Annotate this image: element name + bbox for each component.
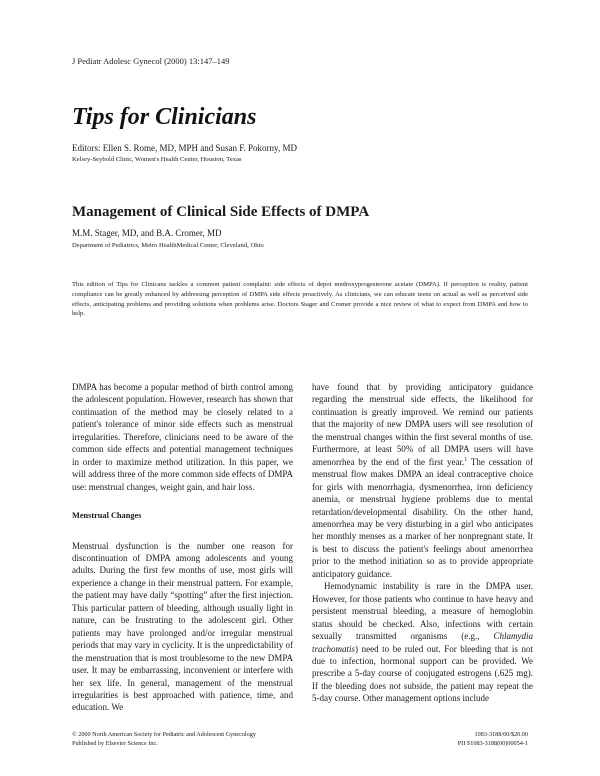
- series-editors: Editors: Ellen S. Rome, MD, MPH and Susan F. Pokorny, MD: [72, 143, 297, 153]
- body-column-left: [72, 381, 293, 714]
- series-title: Tips for Clinicians: [72, 104, 257, 130]
- article-authors: M.M. Stager, MD, and B.A. Cromer, MD: [72, 228, 222, 238]
- body-column-right: [312, 381, 533, 705]
- guidance-text-b: The cessation of menstrual flow makes DMPA an ideal contraceptive choice for girls with menorrhagia, dysmenorrhea, iron deficiency anemia, or menstrual hygiene problems due to mental retardation/developmental disability. On the other hand, amenorrhea may be very disturbing in a girl who anticipates her monthly menses as a marker of her nonpregnant state. It is best to discuss the patient's feelings about amenorrhea prior to the method initiation so as to provide appropriate anticipatory guidance.: [312, 456, 533, 579]
- issn-line: 1083-3188/00/$20.00: [474, 731, 528, 738]
- hemodynamic-text-a: Hemodynamic instability is rare in the DMPA user. However, for those patients who continue to have heavy and persistent menstrual bleeding, a measure of hemoglobin status should be checked. Also, infections with certain sexually transmitted organisms (e.g.,: [312, 581, 533, 642]
- footer-right: [448, 731, 528, 748]
- hemodynamic-paragraph: [312, 580, 533, 705]
- pii-line: PII S1083-3188(00)00054-1: [457, 739, 528, 747]
- intro-paragraph: DMPA has become a popular method of birth control among the adolescent population. However, research has shown that continuation of the method may be closely related to a patient's tolerance of minor side effects such as menstrual irregularities. Therefore, clinicians need to be aware of the common side effects and potential management techniques in order to maximize method utilization. In this paper, we will address three of the more common side effects of DMPA use: menstrual changes, weight gain, and hair loss.: [72, 382, 293, 492]
- journal-citation: J Pediatr Adolesc Gynecol (2000) 13:147–149: [72, 56, 230, 66]
- article-abstract: This edition of Tips for Clinicans tackles a common patient complaint: side effects of depot medroxyprogesterone acetate (DMPA). If perception is reality, patient compliance can be greatly enhanced by addressing perception of DMPA side effects proactively. As clinicians, we can educate teens on actual as well as perceived side effects, anticipating problems and providing solutions when problems arise. Doctors Stager and Cromer provide a nice review of what to expect from DMPA and how to help.: [72, 281, 528, 318]
- footer-left: [72, 731, 256, 748]
- series-affiliation: Kelsey-Seybold Clinic, Women's Health Center, Houston, Texas: [72, 156, 242, 163]
- guidance-paragraph: [312, 381, 533, 580]
- section-heading-menstrual-changes: Menstrual Changes: [72, 511, 142, 521]
- article-affiliation: Department of Pediatrics, Metro HealthMedical Center, Cleveland, Ohio: [72, 242, 264, 249]
- organism-name: Chlamydia trachomatis: [312, 631, 533, 654]
- publisher-line: Published by Elsevier Science Inc.: [72, 739, 158, 747]
- menstrual-paragraph: Menstrual dysfunction is the number one reason for discontinuation of DMPA among adolescents and young adults. During the first few months of use, most girls will experience a change in their menstrual pattern. For example, the patient may have daily “spotting” after the first injection. This particular pattern of bleeding, although usually light in nature, can be frustrating to the adolescent girl. Other patients may have prolonged and/or irregular menstrual periods that may vary in cyclicity. It is the unpredictability of the menstruation that is most troublesome to the new DMPA user. It may be embarrassing, inconvenient or interfere with her sex life. In general, management of the menstrual irregularities is best approached with patience, time, and education. We: [72, 540, 293, 713]
- hemodynamic-text-b: ) need to be ruled out. For bleeding that is not due to infection, hormonal support can be provided. We prescribe a 5-day course of conjugated estrogens (.625 mg). If the bleeding does not subside, the patient may repeat the 5-day course. Other management options include: [312, 643, 533, 704]
- copyright-line: © 2000 North American Society for Pediatric and Adolescent Gynecology: [72, 731, 256, 738]
- article-title: Management of Clinical Side Effects of DMPA: [72, 204, 370, 220]
- guidance-text-a: have found that by providing anticipatory guidance regarding the menstrual side effects, the likelihood for continuation is greatly improved. We remind our patients that the majority of new DMPA users will see resolution of the menstrual changes within the first several months of use. Furthermore, at least 50% of all DMPA users will have amenorrhea by the end of the first year.: [312, 382, 533, 467]
- reference-1: 1: [464, 456, 468, 463]
